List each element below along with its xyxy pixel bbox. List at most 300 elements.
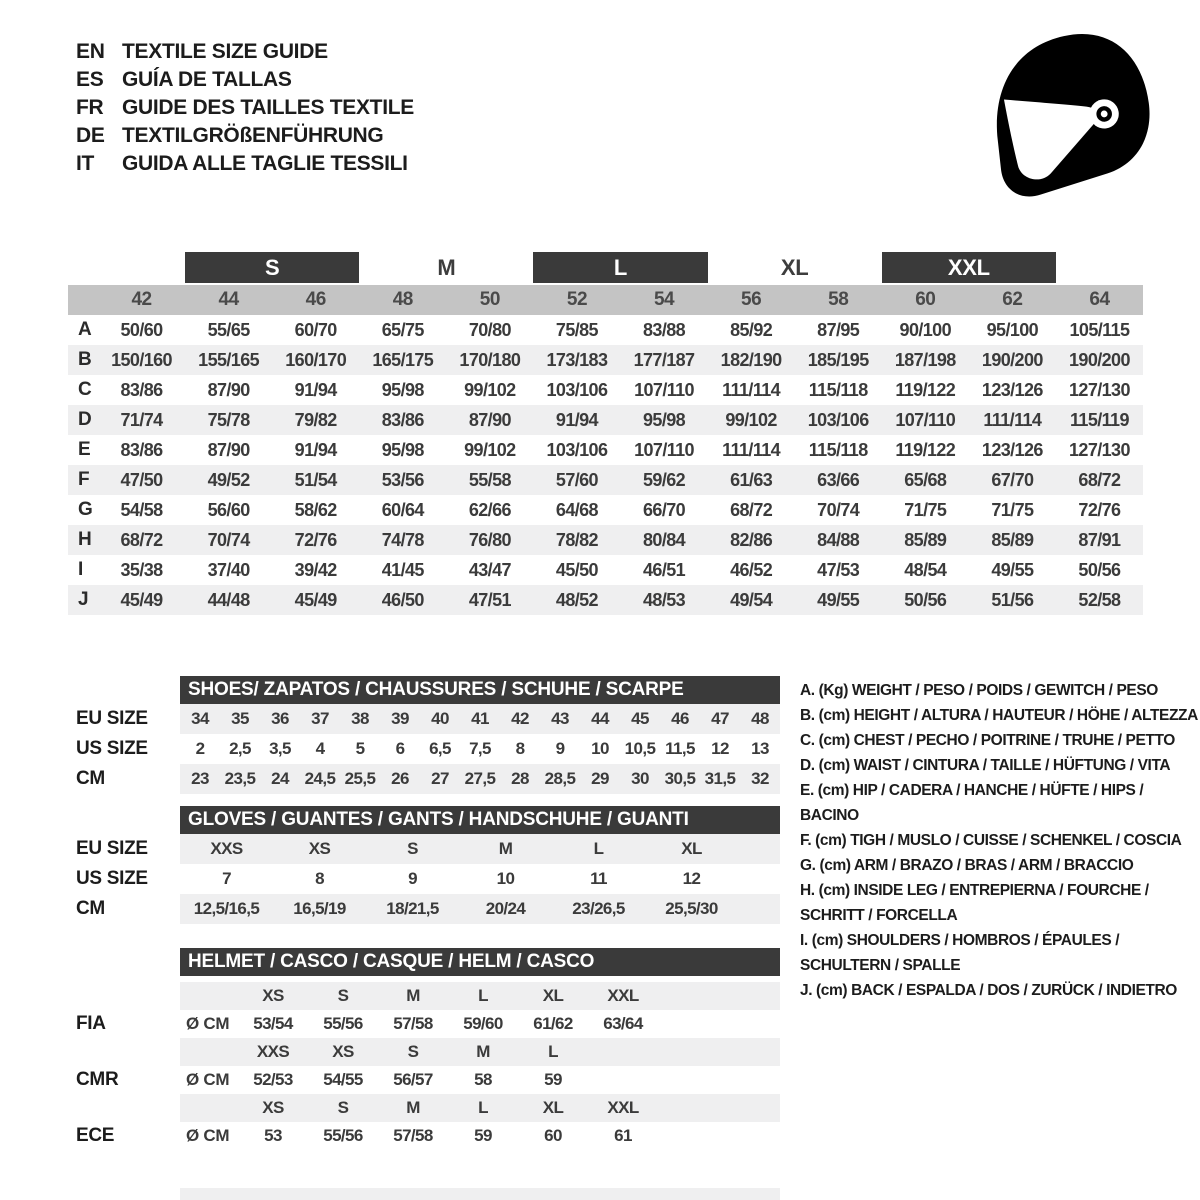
- helmet-value: 57/58: [393, 1126, 433, 1145]
- size-value: 87/90: [207, 439, 250, 460]
- shoes-values: [180, 734, 780, 764]
- row-letter: A: [78, 319, 92, 340]
- size-value: 52/58: [1078, 589, 1121, 610]
- size-group-header: [68, 252, 1143, 285]
- size-row-d: [68, 405, 1143, 435]
- size-value: 99/102: [464, 439, 516, 460]
- shoes-value: 30: [631, 769, 649, 788]
- size-value: 53/56: [381, 469, 424, 490]
- size-value: 75/78: [207, 409, 250, 430]
- size-value: 177/187: [633, 349, 695, 370]
- measurement-legend: [800, 678, 1200, 1003]
- shoes-value: 46: [671, 709, 689, 728]
- size-value: 50/56: [1078, 559, 1121, 580]
- shoes-value: 47: [711, 709, 729, 728]
- size-number: 62: [1002, 289, 1023, 310]
- size-value: 155/165: [198, 349, 260, 370]
- shoes-value: 12: [711, 739, 729, 758]
- helmet-size: XS: [332, 1042, 354, 1061]
- shoes-value: 43: [551, 709, 569, 728]
- shoes-value: 30,5: [664, 769, 696, 788]
- gloves-value: 12,5/16,5: [193, 899, 260, 918]
- helmet-value: 61: [614, 1126, 632, 1145]
- guide-title: GUÍA DE TALLAS: [122, 68, 292, 91]
- size-value: 127/130: [1069, 439, 1130, 460]
- row-letter: F: [78, 469, 90, 490]
- shoes-value: 3,5: [269, 739, 291, 758]
- language-code: DE: [76, 124, 105, 147]
- shoes-value: 39: [391, 709, 409, 728]
- helmet-standard-label: [68, 1038, 180, 1066]
- helmet-size: XXL: [607, 986, 639, 1005]
- helmet-size: S: [337, 1098, 349, 1117]
- helmet-value: 53: [264, 1126, 282, 1145]
- helmet-value: 56/57: [393, 1070, 433, 1089]
- helmet-standard-label: [68, 982, 180, 1010]
- shoes-value: 35: [231, 709, 249, 728]
- size-value: 165/175: [372, 349, 434, 370]
- helmet-size: M: [406, 986, 420, 1005]
- diameter-unit: Ø CM: [186, 1070, 230, 1089]
- size-value: 111/114: [722, 379, 781, 400]
- legend-entry: [800, 728, 1200, 753]
- size-value: 49/55: [817, 589, 860, 610]
- shoes-value: 7,5: [469, 739, 491, 758]
- shoes-title-bar: [180, 676, 780, 704]
- helmet-value: 53/54: [253, 1014, 293, 1033]
- helmet-size: XL: [542, 1098, 564, 1117]
- legend-line: H. (cm) INSIDE LEG / ENTREPIERNA / FOURCHE /: [800, 882, 1149, 899]
- size-value: 75/85: [555, 319, 598, 340]
- gloves-values: [180, 894, 780, 924]
- size-value: 55/65: [207, 319, 250, 340]
- size-number: 64: [1089, 289, 1110, 310]
- size-value: 80/84: [643, 529, 686, 550]
- size-number: 48: [392, 289, 413, 310]
- helmet-size-table: [68, 948, 780, 1150]
- size-value: 95/98: [381, 439, 424, 460]
- helmet-size: XXS: [256, 1042, 290, 1061]
- size-value: 123/126: [981, 439, 1043, 460]
- guide-title: TEXTILE SIZE GUIDE: [122, 40, 328, 63]
- helmet-values: [180, 1066, 780, 1094]
- legend-line: E. (cm) HIP / CADERA / HANCHE / HÜFTE / HIPS / BACINO: [800, 782, 1144, 824]
- language-list: [76, 38, 414, 178]
- gloves-value: 18/21,5: [386, 899, 439, 918]
- size-value: 190/200: [981, 349, 1043, 370]
- gloves-row-label: US SIZE: [76, 868, 148, 889]
- gloves-values: [180, 834, 780, 864]
- size-value: 82/86: [730, 529, 773, 550]
- size-value: 72/76: [294, 529, 337, 550]
- size-value: 71/75: [904, 499, 947, 520]
- size-value: 107/110: [634, 439, 694, 460]
- helmet-values-row: [68, 1122, 780, 1150]
- diameter-unit: Ø CM: [186, 1126, 230, 1145]
- size-value: 91/94: [294, 439, 337, 460]
- helmet-value: 59: [474, 1126, 492, 1145]
- legend-line: SCHRITT / FORCELLA: [800, 907, 958, 924]
- shoes-value: 10,5: [624, 739, 656, 758]
- helmet-size: M: [406, 1098, 420, 1117]
- size-value: 64/68: [555, 499, 598, 520]
- size-value: 150/160: [111, 349, 172, 370]
- helmet-size: XS: [262, 986, 284, 1005]
- language-row: [76, 38, 414, 66]
- shoes-row: [68, 734, 780, 764]
- shoes-value: 37: [311, 709, 329, 728]
- size-value: 85/92: [730, 319, 773, 340]
- legend-line: J. (cm) BACK / ESPALDA / DOS / ZURÜCK / INDIETRO: [800, 982, 1177, 999]
- shoes-value: 29: [591, 769, 609, 788]
- shoes-value: 10: [591, 739, 609, 758]
- helmet-size: XXL: [607, 1098, 639, 1117]
- row-letter: E: [78, 439, 91, 460]
- gloves-value: XXS: [210, 839, 243, 858]
- helmet-value: 61/62: [533, 1014, 573, 1033]
- size-value: 49/55: [991, 559, 1034, 580]
- shoes-value: 28,5: [544, 769, 576, 788]
- helmet-sizes-row: [68, 982, 780, 1010]
- legend-line: C. (cm) CHEST / PECHO / POITRINE / TRUHE / PETTO: [800, 732, 1175, 749]
- size-value: 47/53: [817, 559, 860, 580]
- size-value: 65/75: [381, 319, 424, 340]
- language-code: IT: [76, 152, 95, 175]
- helmet-size: XS: [262, 1098, 284, 1117]
- size-value: 70/74: [207, 529, 250, 550]
- size-row-j: [68, 585, 1143, 615]
- size-value: 83/86: [381, 409, 424, 430]
- language-row: [76, 122, 414, 150]
- shoes-values: [180, 764, 780, 794]
- size-value: 103/106: [546, 379, 608, 400]
- legend-line: G. (cm) ARM / BRAZO / BRAS / ARM / BRACCIO: [800, 857, 1134, 874]
- size-value: 107/110: [895, 409, 956, 430]
- helmet-value: 59: [544, 1070, 562, 1089]
- row-letter: D: [78, 409, 92, 430]
- size-value: 63/66: [817, 469, 860, 490]
- legend-line: D. (cm) WAIST / CINTURA / TAILLE / HÜFTUNG / VITA: [800, 757, 1171, 774]
- gloves-value: XS: [308, 839, 331, 858]
- helmet-title: HELMET / CASCO / CASQUE / HELM / CASCO: [188, 951, 595, 972]
- helmet-value: 60: [544, 1126, 562, 1145]
- size-value: 51/54: [294, 469, 337, 490]
- helmet-size: XL: [542, 986, 564, 1005]
- size-value: 83/88: [643, 319, 686, 340]
- size-value: 65/68: [904, 469, 947, 490]
- size-group-xl: XL: [780, 254, 809, 280]
- gloves-row-label: CM: [76, 898, 105, 919]
- size-value: 55/58: [468, 469, 511, 490]
- size-value: 43/47: [468, 559, 511, 580]
- size-number: 60: [915, 289, 936, 310]
- gloves-row: [68, 894, 780, 924]
- shoes-value: 44: [591, 709, 609, 728]
- size-value: 68/72: [120, 529, 163, 550]
- gloves-values: [180, 864, 780, 894]
- size-row-h: [68, 525, 1143, 555]
- size-value: 49/52: [207, 469, 250, 490]
- helmet-standard-label: CMR: [76, 1069, 119, 1090]
- helmet-size: S: [407, 1042, 419, 1061]
- shoes-value: 2: [195, 739, 205, 758]
- shoes-value: 24,5: [304, 769, 336, 788]
- shoes-value: 6: [395, 739, 405, 758]
- size-value: 50/56: [904, 589, 947, 610]
- helmet-values: [180, 1010, 780, 1038]
- size-value: 95/100: [986, 319, 1039, 340]
- racing-helmet-icon: [972, 28, 1172, 203]
- legend-entry: [800, 828, 1200, 853]
- size-number: 58: [828, 289, 849, 310]
- gloves-value: 25,5/30: [665, 899, 718, 918]
- size-value: 60/64: [381, 499, 424, 520]
- language-row: [76, 94, 414, 122]
- size-value: 87/90: [468, 409, 511, 430]
- size-number: 42: [131, 289, 152, 310]
- diameter-unit: Ø CM: [186, 1014, 230, 1033]
- gloves-value: 8: [315, 869, 324, 888]
- guide-title: GUIDE DES TAILLES TEXTILE: [122, 96, 414, 119]
- size-number: 54: [653, 289, 675, 310]
- size-value: 173/183: [546, 349, 608, 370]
- gloves-value: L: [593, 839, 604, 858]
- size-value: 58/62: [294, 499, 337, 520]
- gloves-value: S: [407, 839, 418, 858]
- size-value: 46/50: [381, 589, 424, 610]
- helmet-size: L: [548, 1042, 558, 1061]
- shoes-value: 25,5: [344, 769, 376, 788]
- helmet-values: [180, 1122, 780, 1150]
- size-value: 60/70: [294, 319, 337, 340]
- helmet-size: L: [478, 1098, 488, 1117]
- row-letter: G: [78, 499, 93, 520]
- legend-entry: [800, 853, 1200, 878]
- size-value: 46/52: [730, 559, 773, 580]
- size-value: 111/114: [722, 439, 781, 460]
- size-value: 71/74: [120, 409, 163, 430]
- size-row-i: [68, 555, 1143, 585]
- gloves-title-bar: [180, 806, 780, 834]
- helmet-value: 59/60: [463, 1014, 503, 1033]
- helmet-sizes: [180, 1094, 780, 1122]
- size-value: 107/110: [634, 379, 694, 400]
- size-value: 37/40: [207, 559, 250, 580]
- size-value: 119/122: [895, 439, 956, 460]
- helmet-rows: [68, 982, 780, 1150]
- size-value: 41/45: [381, 559, 424, 580]
- shoes-value: 40: [431, 709, 449, 728]
- size-group-s: S: [185, 252, 359, 283]
- size-value: 61/63: [730, 469, 773, 490]
- size-value: 74/78: [381, 529, 424, 550]
- legend-entry: [800, 928, 1200, 978]
- size-value: 187/198: [894, 349, 956, 370]
- size-value: 115/118: [808, 379, 868, 400]
- size-value: 62/66: [468, 499, 511, 520]
- gloves-value: XL: [681, 839, 702, 858]
- size-value: 95/98: [643, 409, 686, 430]
- size-group-l: L: [533, 252, 707, 283]
- size-value: 87/95: [817, 319, 860, 340]
- helmet-value: 52/53: [253, 1070, 293, 1089]
- size-value: 87/90: [207, 379, 250, 400]
- gloves-value: 23/26,5: [572, 899, 625, 918]
- size-value: 76/80: [468, 529, 511, 550]
- gloves-value: 7: [222, 869, 231, 888]
- shoes-value: 32: [751, 769, 769, 788]
- size-value: 95/98: [381, 379, 424, 400]
- size-value: 79/82: [294, 409, 337, 430]
- size-group-m: M: [437, 254, 456, 280]
- size-number: 50: [479, 289, 500, 310]
- shoes-value: 48: [751, 709, 769, 728]
- gloves-value: 12: [682, 869, 701, 888]
- row-letter: H: [78, 529, 92, 550]
- size-row-f: [68, 465, 1143, 495]
- language-row: [76, 66, 414, 94]
- size-value: 67/70: [991, 469, 1034, 490]
- size-value: 78/82: [555, 529, 598, 550]
- gloves-row: [68, 864, 780, 894]
- shoes-value: 8: [515, 739, 525, 758]
- size-value: 51/56: [991, 589, 1034, 610]
- size-row-c: [68, 375, 1143, 405]
- apparel-size-table: [68, 252, 1143, 615]
- language-row: [76, 150, 414, 178]
- shoes-value: 42: [511, 709, 529, 728]
- row-letter: I: [78, 559, 84, 580]
- gloves-value: 16,5/19: [293, 899, 346, 918]
- shoes-value: 11,5: [665, 739, 695, 758]
- legend-line: I. (cm) SHOULDERS / HOMBROS / ÉPAULES /: [800, 932, 1120, 949]
- size-value: 83/86: [120, 439, 163, 460]
- gloves-value: 9: [408, 869, 417, 888]
- size-value: 83/86: [120, 379, 163, 400]
- helmet-standard-label: [68, 1094, 180, 1122]
- shoes-title: SHOES/ ZAPATOS / CHAUSSURES / SCHUHE / SCARPE: [188, 679, 684, 700]
- size-value: 119/122: [895, 379, 956, 400]
- size-value: 48/52: [555, 589, 598, 610]
- size-value: 35/38: [120, 559, 163, 580]
- gloves-value: M: [498, 839, 513, 858]
- guide-title: GUIDA ALLE TAGLIE TESSILI: [122, 152, 408, 175]
- size-value: 123/126: [981, 379, 1043, 400]
- size-value: 70/80: [468, 319, 511, 340]
- shoes-value: 45: [631, 709, 649, 728]
- size-value: 48/53: [643, 589, 686, 610]
- legend-line: SCHULTERN / SPALLE: [800, 957, 961, 974]
- size-value: 99/102: [464, 379, 516, 400]
- shoes-rows: [68, 704, 780, 794]
- shoes-size-table: [68, 676, 780, 794]
- legend-line: A. (Kg) WEIGHT / PESO / POIDS / GEWITCH / PESO: [800, 682, 1158, 699]
- row-letter: B: [78, 349, 92, 370]
- size-value: 45/49: [294, 589, 337, 610]
- size-value: 68/72: [730, 499, 773, 520]
- size-value: 103/106: [546, 439, 608, 460]
- legend-entry: [800, 753, 1200, 778]
- shoes-value: 36: [271, 709, 289, 728]
- size-value: 68/72: [1078, 469, 1121, 490]
- helmet-sizes: [180, 982, 780, 1010]
- size-number: 56: [741, 289, 762, 310]
- size-number: 46: [305, 289, 326, 310]
- size-row-g: [68, 495, 1143, 525]
- shoes-row: [68, 704, 780, 734]
- legend-line: F. (cm) TIGH / MUSLO / CUISSE / SCHENKEL / COSCIA: [800, 832, 1182, 849]
- shoes-value: 38: [351, 709, 369, 728]
- size-value: 45/50: [555, 559, 598, 580]
- helmet-size: S: [337, 986, 349, 1005]
- size-value: 87/91: [1078, 529, 1121, 550]
- gloves-size-table: [68, 806, 780, 924]
- shoes-value: 34: [191, 709, 209, 728]
- size-value: 45/49: [120, 589, 163, 610]
- shoes-row-label: CM: [76, 768, 105, 789]
- row-letter: C: [78, 379, 92, 400]
- helmet-value: 58: [474, 1070, 492, 1089]
- shoes-value: 28: [511, 769, 529, 788]
- guide-title: TEXTILGRÖßENFÜHRUNG: [122, 124, 384, 147]
- size-value: 66/70: [643, 499, 686, 520]
- shoes-value: 13: [751, 739, 769, 758]
- helmet-values-row: [68, 1010, 780, 1038]
- gloves-value: 11: [590, 869, 607, 888]
- shoes-value: 26: [391, 769, 409, 788]
- size-value: 85/89: [904, 529, 947, 550]
- size-value: 47/50: [120, 469, 163, 490]
- size-value: 84/88: [817, 529, 860, 550]
- helmet-value: 55/56: [323, 1126, 363, 1145]
- size-number-band: [68, 285, 1143, 315]
- size-value: 50/60: [120, 319, 163, 340]
- helmet-value: 63/64: [603, 1014, 643, 1033]
- shoes-row: [68, 764, 780, 794]
- size-value: 46/51: [643, 559, 686, 580]
- size-value: 48/54: [904, 559, 947, 580]
- helmet-size: M: [476, 1042, 490, 1061]
- size-row-a: [68, 315, 1143, 345]
- size-value: 44/48: [207, 589, 250, 610]
- size-group-xxl: XXL: [882, 252, 1056, 283]
- size-value: 47/51: [468, 589, 511, 610]
- size-value: 72/76: [1078, 499, 1121, 520]
- gloves-row: [68, 834, 780, 864]
- helmet-sizes-row: [68, 1038, 780, 1066]
- shoes-value: 23: [191, 769, 209, 788]
- size-row-b: [68, 345, 1143, 375]
- size-value: 111/114: [983, 409, 1042, 430]
- size-value: 127/130: [1069, 379, 1130, 400]
- helmet-size: L: [478, 986, 488, 1005]
- shoes-value: 5: [355, 739, 365, 758]
- helmet-values-row: [68, 1066, 780, 1094]
- size-value: 57/60: [555, 469, 598, 490]
- shoes-value: 6,5: [429, 739, 451, 758]
- legend-line: B. (cm) HEIGHT / ALTURA / HAUTEUR / HÖHE / ALTEZZA: [800, 707, 1198, 724]
- size-value: 182/190: [720, 349, 782, 370]
- shoes-value: 2,5: [229, 739, 251, 758]
- row-letter: J: [78, 589, 89, 610]
- shoes-value: 4: [315, 739, 325, 758]
- shoes-row-label: EU SIZE: [76, 708, 148, 729]
- helmet-value: 55/56: [323, 1014, 363, 1033]
- language-code: ES: [76, 68, 104, 91]
- shoes-values: [180, 704, 780, 734]
- shoes-value: 24: [271, 769, 289, 788]
- legend-entry: [800, 778, 1200, 828]
